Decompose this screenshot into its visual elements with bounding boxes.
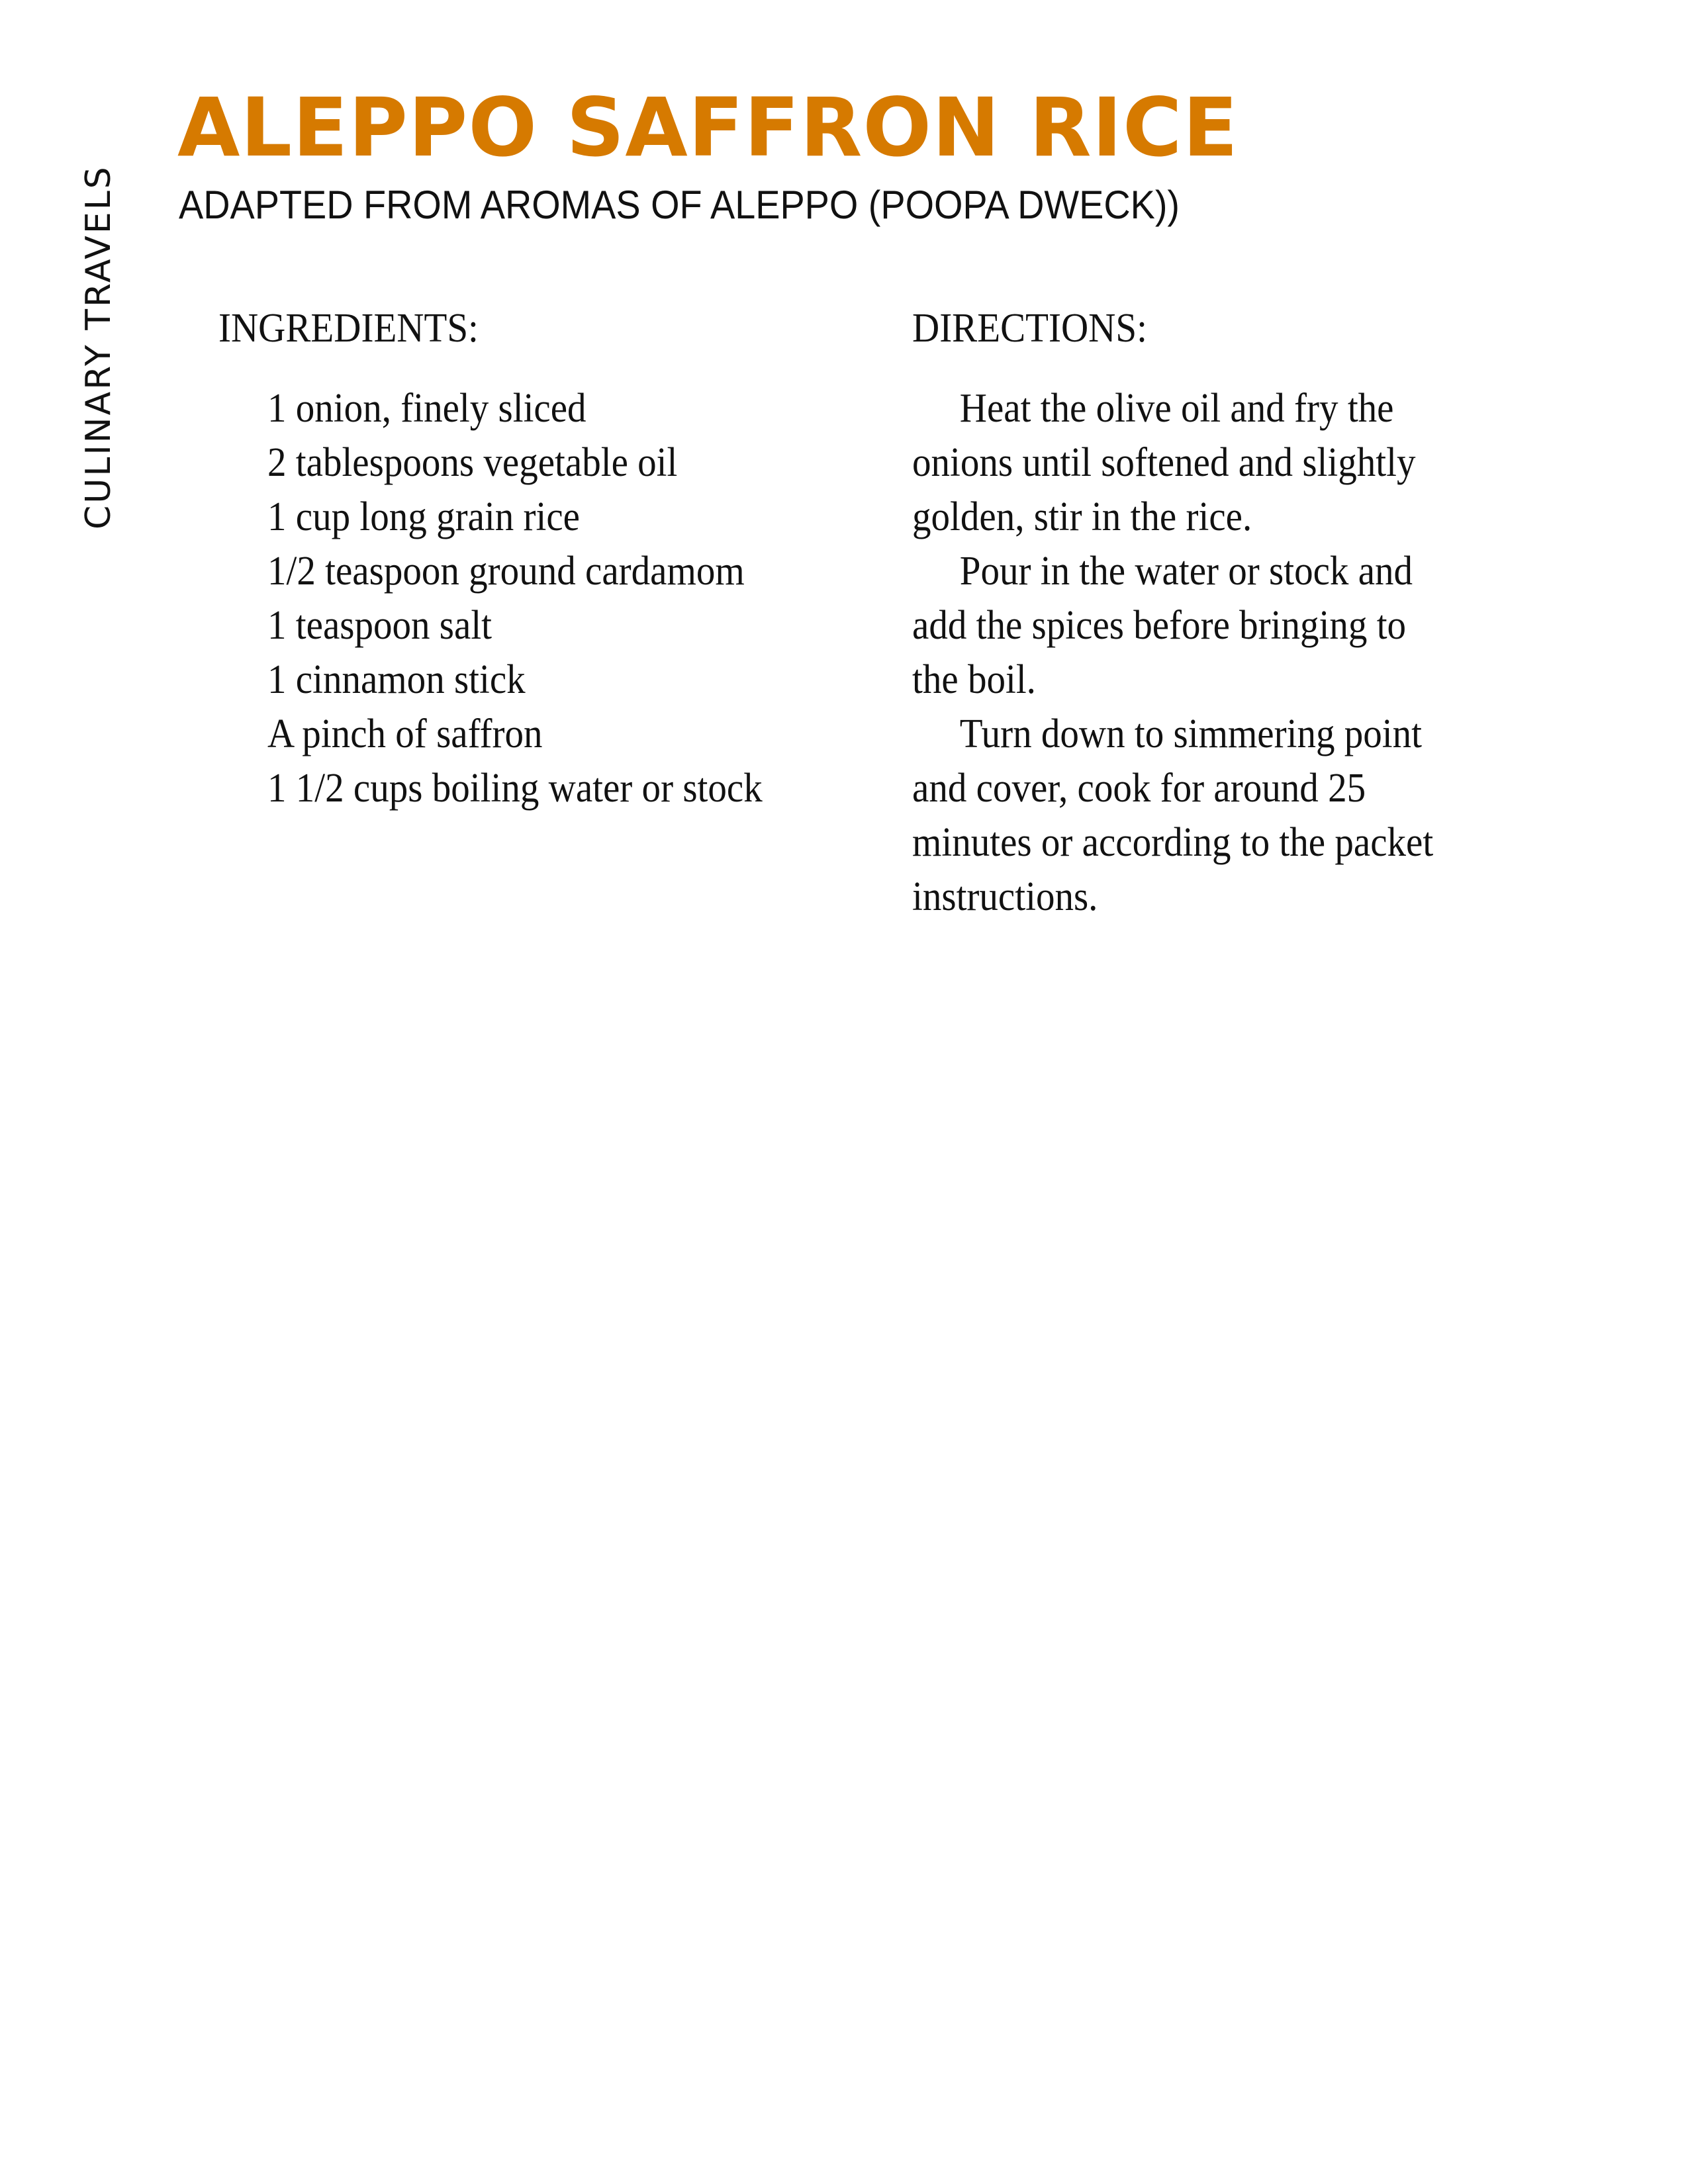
directions-heading: DIRECTIONS: [912,306,1147,351]
direction-line: and cover, cook for around 25 [912,766,1366,811]
direction-line: add the spices before bringing to [912,603,1407,648]
ingredient-item: 1/2 teaspoon ground cardamom [267,549,745,594]
ingredient-item: 2 tablespoons vegetable oil [267,440,678,485]
direction-line: Turn down to simmering point [959,711,1423,756]
direction-line: onions until softened and slightly [912,440,1416,485]
series-side-label: CULINARY TRAVELS [79,165,118,529]
direction-line: golden, stir in the rice. [912,494,1252,539]
recipe-source-subtitle: ADAPTED FROM AROMAS OF ALEPPO (POOPA DWECK)) [179,183,1180,227]
ingredient-item: 1 onion, finely sliced [267,386,586,431]
direction-line: Pour in the water or stock and [959,549,1413,594]
ingredient-item: 1 cup long grain rice [267,494,581,539]
ingredient-item: 1 cinnamon stick [267,657,526,702]
direction-line: minutes or according to the packet [912,820,1434,865]
direction-line: the boil. [912,657,1036,702]
ingredient-item: 1 teaspoon salt [267,603,492,648]
direction-line: instructions. [912,874,1098,919]
directions-section [912,303,1534,924]
directions-body [912,381,1521,924]
ingredient-item: A pinch of saffron [267,711,543,756]
ingredient-item: 1 1/2 cups boiling water or stock [267,766,763,811]
direction-step-2 [912,544,1521,707]
ingredients-heading: INGREDIENTS: [218,306,479,351]
direction-step-3 [912,707,1521,924]
direction-step-1 [912,381,1521,544]
ingredient-list [218,381,867,815]
recipe-title: ALEPPO SAFFRON RICE [177,81,1239,175]
direction-line: Heat the olive oil and fry the [959,386,1394,431]
ingredients-section [218,303,867,815]
